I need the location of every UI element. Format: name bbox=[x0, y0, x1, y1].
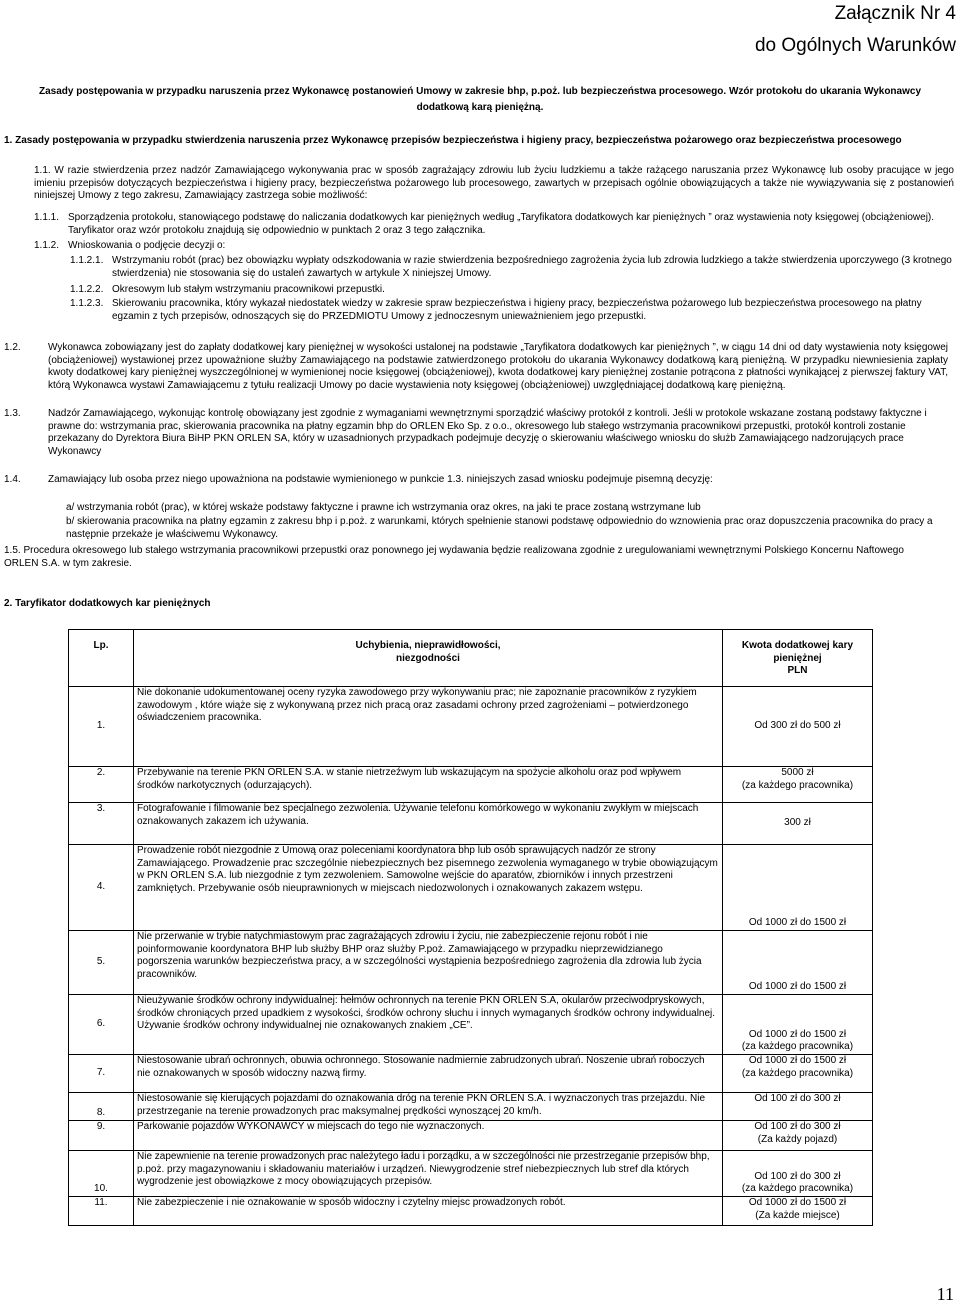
column-header-lp: Lp. bbox=[69, 630, 134, 687]
paragraph-1-1-2-3-number: 1.1.2.3. bbox=[70, 298, 104, 309]
row-number: 1. bbox=[69, 687, 134, 767]
paragraph-1-1-2: Wnioskowania o podjęcie decyzji o: bbox=[68, 240, 226, 251]
page-number: 11 bbox=[936, 1284, 954, 1304]
paragraph-1-3-number: 1.3. bbox=[4, 408, 21, 419]
paragraph-1-4-a: a/ wstrzymania robót (prac), w której wskaże podstawy faktyczne i prawne ich wstrzymania oraz okres, na jaki te prace zostaną wstrzymane lub bbox=[66, 502, 701, 513]
paragraph-1-1-2-number: 1.1.2. bbox=[34, 240, 60, 251]
paragraph-1-1-2-1: Wstrzymaniu robót (prac) bez obowiązku wypłaty odszkodowania w razie stwierdzenia bezpośredniego zagrożenia życia lub zdrowia ludzkiego a także stwierdzenia uporczywego (3 krotnego stwierdzenia) nie stosowania się do ustaleń zawartych w artykule X niniejszej Umowy. bbox=[112, 255, 952, 279]
section-2-title: 2. Taryfikator dodatkowych kar pieniężnych bbox=[4, 598, 211, 609]
row-number: 5. bbox=[69, 931, 134, 995]
row-amount: Od 100 zł do 300 zł (Za każdy pojazd) bbox=[723, 1121, 873, 1151]
row-amount: Od 1000 zł do 1500 zł bbox=[723, 845, 873, 931]
row-number: 6. bbox=[69, 995, 134, 1055]
paragraph-1-2-number: 1.2. bbox=[4, 342, 21, 353]
column-header-description: Uchybienia, nieprawidłowości, niezgodności bbox=[134, 630, 723, 687]
row-description: Prowadzenie robót niezgodnie z Umową oraz poleceniami koordynatora bhp lub osób sprawujących nadzór ze strony Zamawiającego. Prowadzenie prac szczególnie niebezpiecznych bez pisemnego zezwolenia wymaganego w trybie obowiązującym w PKN ORLEN S.A. lub niezgodnie z tym zezwoleniem. Samowolne wejście do aparatów, zbiorników i innych przestrzeni zamkniętych. Przebywanie osób nieuprawnionych w miejscach niedozwolonych i oznakowanych zakazem wstępu. bbox=[134, 845, 723, 931]
row-description: Nieużywanie środków ochrony indywidualnej: hełmów ochronnych na terenie PKN ORLEN S.A, okularów przeciwodpryskowych, środków chroniących przed upadkiem z wysokości, środków ochrony słuchu i innych wymaganych środków ochrony indywidualnej. Używanie środków ochrony indywidualnej nie oznakowanych znakiem „CE”. bbox=[134, 995, 723, 1055]
row-number: 10. bbox=[69, 1151, 134, 1197]
paragraph-1-4-number: 1.4. bbox=[4, 474, 21, 485]
table-row bbox=[69, 845, 873, 931]
table-row bbox=[69, 1197, 873, 1226]
row-number: 9. bbox=[69, 1121, 134, 1151]
row-description: Przebywanie na terenie PKN ORLEN S.A. w stanie nietrzeźwym lub wskazującym na spożycie alkoholu oraz pod wpływem środków narkotycznych (odurzających). bbox=[134, 767, 723, 803]
paragraph-1-2: Wykonawca zobowiązany jest do zapłaty dodatkowej kary pieniężnej w wysokości ustalonej na podstawie „Taryfikatora dodatkowych kar pieniężnych ”, w ciągu 14 dni od daty wystawienia noty księgowej (obciążeniowej) wystawionej przez upoważnione służby Zamawiającego na podstawie zatwierdzonego protokołu do ukarania Wykonawcy dodatkową karą pieniężną. W przypadku niewniesienia zapłaty kwoty dodatkowej kary pieniężnej wyszczególnionej w wymienionej nocie księgowej (obciążeniowej), kwota dodatkowej kary pieniężnej zostanie potrącona z płatności wynikającej z pierwszej faktury VAT, którą Wykonawca wystawi Zamawiającemu z tytułu realizacji Umowy po dacie wystawienia noty księgowej (obciążeniowej) uwzględniającej dodatkową karę pieniężną. bbox=[48, 342, 948, 391]
table-row bbox=[69, 803, 873, 845]
row-amount: 300 zł bbox=[723, 803, 873, 845]
row-description: Fotografowanie i filmowanie bez specjalnego zezwolenia. Używanie telefonu komórkowego w wykonaniu zwykłym w miejscach oznakowanych zakazem ich używania. bbox=[134, 803, 723, 845]
penalty-table bbox=[68, 629, 873, 1226]
annex-subtitle: do Ogólnych Warunków bbox=[754, 35, 956, 56]
row-description: Nie zabezpieczenie i nie oznakowanie w sposób widoczny i czytelny miejsc prowadzonych robót. bbox=[134, 1197, 723, 1226]
paragraph-1-1-1: Sporządzenia protokołu, stanowiącego podstawę do naliczania dodatkowych kar pieniężnych według „Taryfikatora dodatkowych kar pieniężnych ” oraz wystawienia noty księgowej (obciążeniowej). Taryfikator oraz wzór protokołu znajdują się odpowiednio w punktach 2 oraz 3 tego załącznika. bbox=[68, 212, 935, 236]
paragraph-1-4-b: b/ skierowania pracownika na płatny egzamin z zakresu bhp i p.poż. z warunkami, których spełnienie stanowi podstawę odpowiednio do wznowienia prac oraz dopuszczenia pracownika do pracy a następnie przekaże je właściwemu Wykonawcy. bbox=[66, 516, 933, 540]
row-description: Nie przerwanie w trybie natychmiastowym prac zagrażających zdrowiu i życiu, nie zabezpieczenie rejonu robót i nie poinformowanie koordynatora BHP lub służby BHP oraz służby P.poż. Zamawiającego w przypadku nieprzewidzianego pogorszenia warunków bezpieczeństwa pracy, a w szczególności wystąpienia bezpośredniego zagrożenia dla zdrowia lub życia pracowników. bbox=[134, 931, 723, 995]
table-row bbox=[69, 767, 873, 803]
paragraph-1-5: 1.5. Procedura okresowego lub stałego wstrzymania pracownikowi przepustki oraz ponownego jej wydawania będzie realizowana zgodnie z uregulowaniami wewnętrznymi Polskiego Koncernu Naftowego ORLEN S.A. w tym zakresie. bbox=[4, 545, 904, 569]
row-amount: 5000 zł (za każdego pracownika) bbox=[723, 767, 873, 803]
row-amount: Od 100 zł do 300 zł (za każdego pracownika) bbox=[723, 1151, 873, 1197]
table-row bbox=[69, 1151, 873, 1197]
row-amount: Od 1000 zł do 1500 zł bbox=[723, 931, 873, 995]
row-number: 3. bbox=[69, 803, 134, 845]
row-number: 8. bbox=[69, 1093, 134, 1121]
paragraph-1-1-2-2-number: 1.1.2.2. bbox=[70, 284, 104, 295]
row-amount: Od 1000 zł do 1500 zł (za każdego pracownika) bbox=[723, 1055, 873, 1093]
table-row bbox=[69, 1055, 873, 1093]
row-amount: Od 300 zł do 500 zł bbox=[723, 687, 873, 767]
table-row bbox=[69, 1121, 873, 1151]
table-row bbox=[69, 995, 873, 1055]
annex-number: Załącznik Nr 4 bbox=[834, 3, 956, 24]
row-number: 7. bbox=[69, 1055, 134, 1093]
row-amount: Od 100 zł do 300 zł bbox=[723, 1093, 873, 1121]
paragraph-1-1-2-3: Skierowaniu pracownika, który wykazał niedostatek wiedzy w zakresie spraw bezpieczeństwa i higieny pracy, bezpieczeństwa pożarowego lub bezpieczeństwa procesowego na płatny egzamin z tych przepisów, odnoszących się do PRZEDMIOTU Umowy z jednoczesnym unieważnieniem jego przepustki. bbox=[112, 298, 922, 322]
row-amount: Od 1000 zł do 1500 zł (za każdego pracownika) bbox=[723, 995, 873, 1055]
row-description: Nie zapewnienie na terenie prowadzonych prac należytego ładu i porządku, a w szczególności nie przestrzeganie przepisów bhp, p.poż. przy magazynowaniu i składowaniu materiałów i urządzeń. Niewygrodzenie stref niebezpiecznych lub stref dla których wygrodzenie jest obowiązkowe z mocy obowiązujących przepisów. bbox=[134, 1151, 723, 1197]
table-header-row bbox=[69, 630, 873, 687]
row-description: Parkowanie pojazdów WYKONAWCY w miejscach do tego nie wyznaczonych. bbox=[134, 1121, 723, 1151]
paragraph-1-4: Zamawiający lub osoba przez niego upoważniona na podstawie wymienionego w punkcie 1.3. niniejszych zasad wniosku podejmuje pisemną decyzję: bbox=[48, 474, 713, 485]
section-1-title: 1. Zasady postępowania w przypadku stwierdzenia naruszenia przez Wykonawcę przepisów bezpieczeństwa i higieny pracy, bezpieczeństwa pożarowego oraz bezpieczeństwa procesowego bbox=[4, 135, 902, 146]
table-row bbox=[69, 687, 873, 767]
row-description: Niestosowanie się kierujących pojazdami do oznakowania dróg na terenie PKN ORLEN S.A. i wyznaczonych tras przejazdu. Nie przestrzeganie na terenie prowadzonych prac maksymalnej prędkości wynoszącej 20 km/h. bbox=[134, 1093, 723, 1121]
row-description: Niestosowanie ubrań ochronnych, obuwia ochronnego. Stosowanie nadmiernie zabrudzonych ubrań. Noszenie ubrań roboczych nie oznakowanych w sposób widoczny nazwą firmy. bbox=[134, 1055, 723, 1093]
row-amount: Od 1000 zł do 1500 zł (Za każde miejsce) bbox=[723, 1197, 873, 1226]
table-row bbox=[69, 931, 873, 995]
row-number: 2. bbox=[69, 767, 134, 803]
paragraph-1-1-2-2: Okresowym lub stałym wstrzymaniu pracownikowi przepustki. bbox=[112, 284, 385, 295]
column-header-amount: Kwota dodatkowej kary pieniężnej PLN bbox=[723, 630, 873, 687]
paragraph-1-3: Nadzór Zamawiającego, wykonując kontrolę obowiązany jest zgodnie z wymaganiami wewnętrznymi sporządzić właściwy protokół z kontroli. Jeśli w protokole wskazane zostaną podstawy faktyczne i prawne do: wstrzymania prac, skierowania pracownika na płatny egzamin bhp do ORLEN Eko Sp. z o.o., okresowego lub stałego wstrzymania pracownikowi przepustki, protokół kontroli zostanie przekazany do Dyrektora Biura BiHP PKN ORLEN SA, który w uzasadnionych przypadkach podejmuje decyzję o skierowaniu właściwego wniosku do służb Zamawiającego nadzorujących prace Wykonawcy bbox=[48, 408, 927, 457]
document-intro: Zasady postępowania w przypadku naruszenia przez Wykonawcę postanowień Umowy w zakresie bhp, p.poż. lub bezpieczeństwa procesowego. Wzór protokołu do ukarania Wykonawcy dodatkową karą pieniężną. bbox=[38, 86, 922, 113]
paragraph-1-1-2-1-number: 1.1.2.1. bbox=[70, 255, 104, 266]
paragraph-1-1: 1.1. W razie stwierdzenia przez nadzór Zamawiającego wykonywania prac w sposób zagrażający zdrowiu lub życiu ludzkiemu a także rażącego naruszania przez Wykonawcę lub osoby pracujące w jego imieniu przepisów dotyczących bezpieczeństwa i higieny pracy, bezpieczeństwa pożarowego lub procesowego, zawartych w przepisach ogólnie obowiązujących a także nie wywiązywania się z postanowień niniejszej Umowy z tego zakresu, Zamawiający zastrzega sobie możliwość: bbox=[34, 165, 954, 202]
paragraph-1-1-1-number: 1.1.1. bbox=[34, 212, 60, 223]
table-row bbox=[69, 1093, 873, 1121]
row-description: Nie dokonanie udokumentowanej oceny ryzyka zawodowego przy wykonywaniu prac; nie zapoznanie pracowników z ryzykiem zawodowym , które wiąże się z wykonywaną przez nich pracą oraz zasadami ochrony przed zagrożeniami – potwierdzonego oświadczeniem pracownika. bbox=[134, 687, 723, 767]
row-number: 11. bbox=[69, 1197, 134, 1226]
row-number: 4. bbox=[69, 845, 134, 931]
